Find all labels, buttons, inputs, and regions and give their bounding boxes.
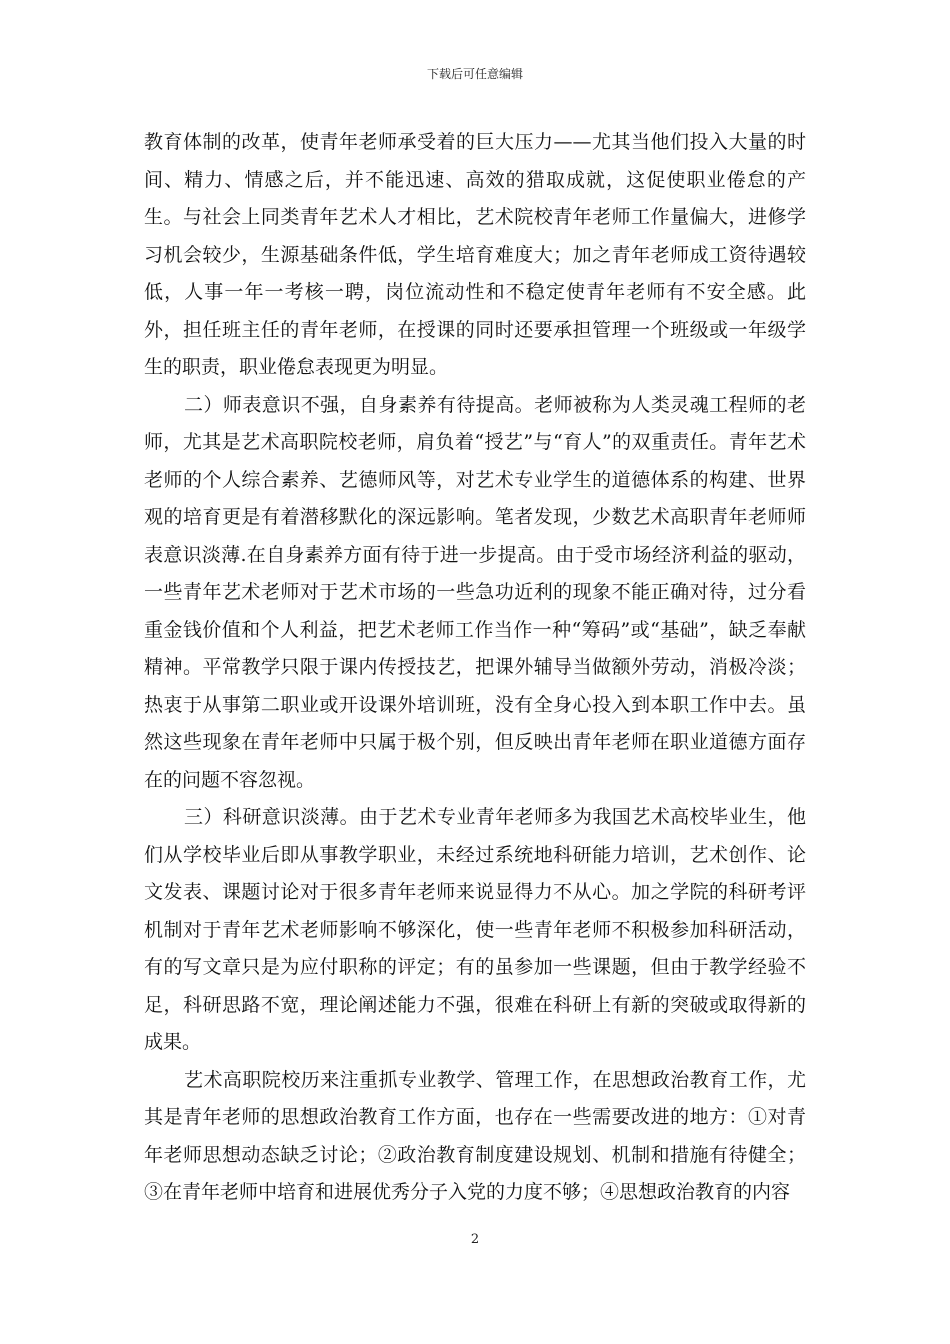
paragraph-1: 教育体制的改革，使青年老师承受着的巨大压力——尤其当他们投入大量的时间、精力、情感之后，并不能迅速、高效的猎取成就，这促使职业倦怠的产生。与社会上同类青年艺术人才相比，艺术院校青年老师工作量偏大，进修学习机会较少，生源基础条件低，学生培育难度大；加之青年老师成工资待遇较低，人事一年一考核一聘，岗位流动性和不稳定使青年老师有不安全感。此外，担任班主任的青年老师，在授课的同时还要承担管理一个班级或一年级学生的职责，职业倦怠表现更为明显。 [144,131,806,378]
paragraph-4: 艺术高职院校历来注重抓专业教学、管理工作，在思想政治教育工作，尤其是青年老师的思想政治教育工作方面，也存在一些需要改进的地方：①对青年老师思想动态缺乏讨论；②政治教育制度建设规划、机制和措施有待健全；③在青年老师中培育和进展优秀分子入党的力度不够；④思想政治教育的内容 [144,1068,806,1203]
page-header: 下载后可任意编辑 [426,67,523,81]
paragraph-3: 三）科研意识淡薄。由于艺术专业青年老师多为我国艺术高校毕业生，他们从学校毕业后即从事教学职业，未经过系统地科研能力培训，艺术创作、论文发表、课题讨论对于很多青年老师来说显得力不从心。加之学院的科研考评机制对于青年艺术老师影响不够深化，使一些青年老师不积极参加科研活动，有的写文章只是为应付职称的评定；有的虽参加一些课题，但由于教学经验不足，科研思路不宽，理论阐述能力不强，很难在科研上有新的突破或取得新的成果。 [144,806,806,1053]
page-number: 2 [470,1232,480,1247]
paragraph-2: 二）师表意识不强，自身素养有待提高。老师被称为人类灵魂工程师的老师，尤其是艺术高职院校老师，肩负着“授艺”与“育人”的双重责任。青年艺术老师的个人综合素养、艺德师风等，对艺术专业学生的道德体系的构建、世界观的培育更是有着潜移默化的深远影响。笔者发现，少数艺术高职青年老师师表意识淡薄.在自身素养方面有待于进一步提高。由于受市场经济利益的驱动，一些青年艺术老师对于艺术市场的一些急功近利的现象不能正确对待，过分看重金钱价值和个人利益，把艺术老师工作当作一种“筹码”或“基础”，缺乏奉献精神。平常教学只限于课内传授技艺，把课外辅导当做额外劳动，消极冷淡；热衷于从事第二职业或开设课外培训班，没有全身心投入到本职工作中去。虽然这些现象在青年老师中只属于极个别，但反映出青年老师在职业道德方面存在的问题不容忽视。 [144,393,806,791]
document-body [144,124,806,1212]
